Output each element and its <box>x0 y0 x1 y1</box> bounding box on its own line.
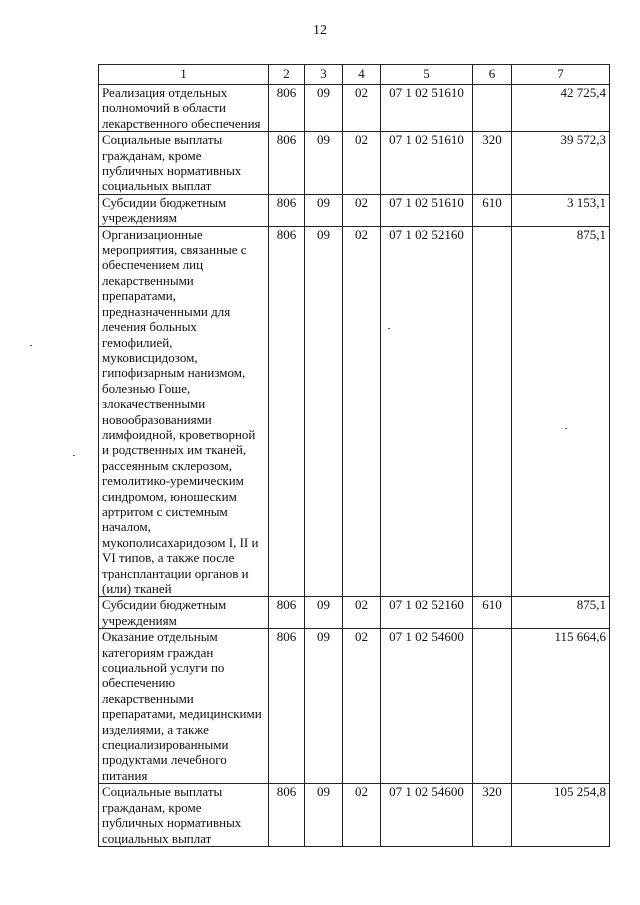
row-code-cell: 806 <box>269 85 305 132</box>
row-amount-cell: 39 572,3 <box>512 132 610 195</box>
row-name-cell: Реализация отдельных полномочий в области лекарственного обеспечения <box>99 85 269 132</box>
row-code-cell: 806 <box>269 194 305 226</box>
scan-speck <box>73 455 75 456</box>
header-cell-6: 6 <box>473 65 512 85</box>
table-row <box>99 784 610 847</box>
scan-speck <box>30 345 32 346</box>
row-amount-cell: 115 664,6 <box>512 629 610 784</box>
row-subsection-cell: 02 <box>343 85 381 132</box>
table-row <box>99 132 610 195</box>
header-cell-3: 3 <box>305 65 343 85</box>
row-expense-type-cell: 610 <box>473 597 512 629</box>
row-section-cell: 09 <box>305 784 343 847</box>
row-expense-type-cell: 320 <box>473 132 512 195</box>
row-target-article-cell: 07 1 02 52160 <box>381 226 473 597</box>
row-name-cell: Социальные выплаты гражданам, кроме публичных нормативных социальных выплат <box>99 132 269 195</box>
row-section-cell: 09 <box>305 629 343 784</box>
header-cell-4: 4 <box>343 65 381 85</box>
row-expense-type-cell: 610 <box>473 194 512 226</box>
row-target-article-cell: 07 1 02 51610 <box>381 194 473 226</box>
header-cell-7: 7 <box>512 65 610 85</box>
row-code-cell: 806 <box>269 132 305 195</box>
budget-table <box>98 64 610 847</box>
header-cell-5: 5 <box>381 65 473 85</box>
row-amount-cell: 3 153,1 <box>512 194 610 226</box>
row-target-article-cell: 07 1 02 51610 <box>381 132 473 195</box>
row-subsection-cell: 02 <box>343 194 381 226</box>
row-target-article-cell: 07 1 02 51610 <box>381 85 473 132</box>
row-expense-type-cell <box>473 85 512 132</box>
row-target-article-cell: 07 1 02 52160 <box>381 597 473 629</box>
table-row <box>99 194 610 226</box>
row-name-cell: Субсидии бюджетным учреждениям <box>99 597 269 629</box>
row-section-cell: 09 <box>305 85 343 132</box>
row-name-cell: Оказание отдельным категориям граждан социальной услуги по обеспечению лекарственными препаратами, медицинскими изделиями, а также специализированными продуктами лечебного питания <box>99 629 269 784</box>
row-code-cell: 806 <box>269 597 305 629</box>
row-subsection-cell: 02 <box>343 597 381 629</box>
row-amount-cell: 875,1 <box>512 226 610 597</box>
scan-speck <box>388 328 390 329</box>
row-expense-type-cell <box>473 226 512 597</box>
scan-speck <box>565 428 567 429</box>
row-amount-cell: 875,1 <box>512 597 610 629</box>
row-subsection-cell: 02 <box>343 226 381 597</box>
row-expense-type-cell <box>473 629 512 784</box>
row-target-article-cell: 07 1 02 54600 <box>381 629 473 784</box>
row-name-cell: Организационные мероприятия, связанные с обеспечением лиц лекарственными препаратами, предназначенными для лечения больных гемофилией, муковисцидозом, гипофизарным нанизмом, болезнью Гоше, злокачественными новообразованиями лимфоидной, кроветворной и родственных им тканей, рассеянным склерозом, гемолитико-уремическим синдромом, юношеским артритом с системным началом, мукополисахаридозом I, II и VI типов, а также после трансплантации органов и (или) тканей <box>99 226 269 597</box>
row-section-cell: 09 <box>305 194 343 226</box>
row-section-cell: 09 <box>305 132 343 195</box>
table-row <box>99 226 610 597</box>
row-target-article-cell: 07 1 02 54600 <box>381 784 473 847</box>
row-name-cell: Субсидии бюджетным учреждениям <box>99 194 269 226</box>
row-amount-cell: 105 254,8 <box>512 784 610 847</box>
row-subsection-cell: 02 <box>343 784 381 847</box>
row-expense-type-cell: 320 <box>473 784 512 847</box>
row-subsection-cell: 02 <box>343 132 381 195</box>
row-name-cell: Социальные выплаты гражданам, кроме публичных нормативных социальных выплат <box>99 784 269 847</box>
table-row <box>99 597 610 629</box>
table-row <box>99 85 610 132</box>
header-row <box>99 65 610 85</box>
row-amount-cell: 42 725,4 <box>512 85 610 132</box>
row-subsection-cell: 02 <box>343 629 381 784</box>
header-cell-2: 2 <box>269 65 305 85</box>
row-code-cell: 806 <box>269 784 305 847</box>
row-section-cell: 09 <box>305 226 343 597</box>
row-code-cell: 806 <box>269 629 305 784</box>
row-section-cell: 09 <box>305 597 343 629</box>
table-row <box>99 629 610 784</box>
header-cell-1: 1 <box>99 65 269 85</box>
row-code-cell: 806 <box>269 226 305 597</box>
page-number: 12 <box>313 23 327 38</box>
